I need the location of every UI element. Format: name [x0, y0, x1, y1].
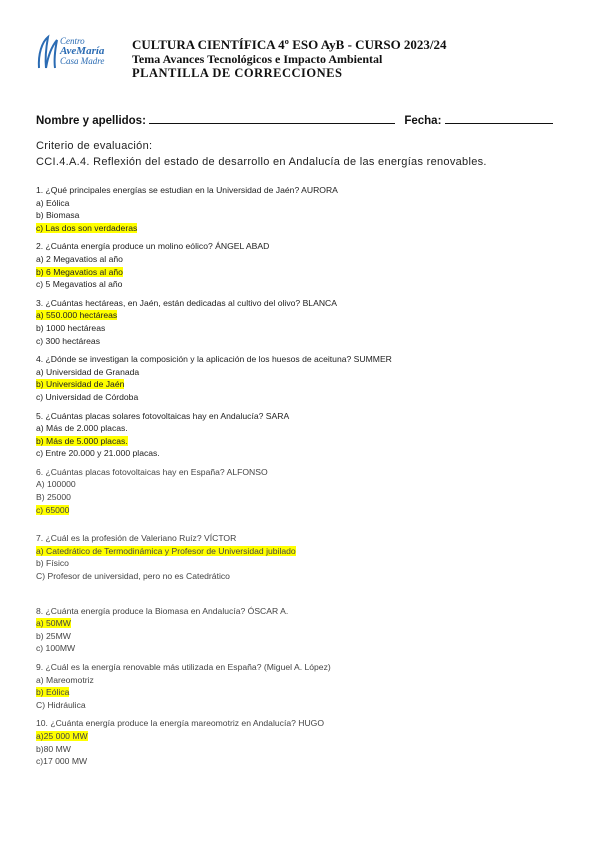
- question-3: [36, 297, 566, 347]
- question-list: [36, 184, 566, 768]
- answer-option: a) Más de 2.000 placas.: [36, 423, 128, 434]
- correct-answer: a) Catedrático de Termodinámica y Profesor de Universidad jubilado: [36, 545, 296, 556]
- answer-option: B) 25000: [36, 492, 71, 503]
- answer-option: c) 5 Megavatios al año: [36, 279, 123, 290]
- answer-option: b) Físico: [36, 558, 69, 569]
- criteria-text: CCI.4.A.4. Reflexión del estado de desarrollo en Andalucía de las energías renovables.: [36, 156, 487, 168]
- question-text: 8. ¿Cuánta energía produce la Biomasa en Andalucía? ÓSCAR A.: [36, 605, 289, 616]
- question-text: 6. ¿Cuántas placas fotovoltaicas hay en España? ALFONSO: [36, 466, 268, 477]
- answer-option: a) Eólica: [36, 197, 70, 208]
- answer-option: c) 300 hectáreas: [36, 335, 101, 346]
- answer-option: a) Mareomotriz: [36, 674, 94, 685]
- answer-option: c) 100MW: [36, 643, 76, 654]
- question-text: 4. ¿Dónde se investigan la composición y la aplicación de los huesos de aceituna? SUMMER: [36, 354, 392, 365]
- logo-wordmark: [60, 36, 104, 66]
- answer-option: A) 100000: [36, 479, 76, 490]
- question-2: [36, 240, 566, 290]
- question-text: 9. ¿Cuál es la energía renovable más utilizada en España? (Miguel A. López): [36, 662, 331, 672]
- correct-answer: a)25 000 MW: [36, 730, 88, 741]
- answer-option: b) 25MW: [36, 630, 71, 641]
- correct-answer: b) Eólica: [36, 687, 70, 698]
- correct-answer: a) 50MW: [36, 618, 71, 629]
- question-7: [36, 532, 566, 582]
- question-6: [36, 466, 566, 516]
- school-logo: [36, 34, 122, 74]
- question-text: 7. ¿Cuál es la profesión de Valeriano Ruíz? VÍCTOR: [36, 533, 237, 544]
- logo-mark-icon: [36, 34, 60, 72]
- document-title: CULTURA CIENTÍFICA 4º ESO AyB - CURSO 2023/24: [132, 37, 447, 52]
- correct-answer: b) Universidad de Jaén: [36, 379, 125, 390]
- document-topic: Tema Avances Tecnológicos e Impacto Ambiental: [132, 52, 383, 66]
- question-8: [36, 605, 566, 655]
- logo-line-3: Casa Madre: [60, 56, 105, 66]
- date-field-line[interactable]: [445, 112, 553, 124]
- question-4: [36, 353, 566, 403]
- answer-option: c) Entre 20.000 y 21.000 placas.: [36, 448, 160, 459]
- correct-answer: b) 6 Megavatios al año: [36, 266, 123, 277]
- answer-option: b) 1000 hectáreas: [36, 322, 106, 333]
- question-text: 10. ¿Cuánta energía produce la energía mareomotriz en Andalucía? HUGO: [36, 718, 325, 729]
- name-field-line[interactable]: [149, 112, 395, 124]
- name-label: Nombre y apellidos:: [36, 115, 146, 127]
- question-text: 3. ¿Cuántas hectáreas, en Jaén, están dedicadas al cultivo del olivo? BLANCA: [36, 297, 337, 308]
- answer-option: C) Hidráulica: [36, 699, 86, 710]
- question-9: [36, 661, 566, 711]
- answer-option: a) Universidad de Granada: [36, 366, 140, 377]
- correct-answer: c) Las dos son verdaderas: [36, 222, 138, 233]
- answer-option: b)80 MW: [36, 743, 71, 754]
- question-10: [36, 717, 566, 767]
- correct-answer: a) 550.000 hectáreas: [36, 310, 118, 321]
- question-text: 2. ¿Cuánta energía produce un molino eólico? ÁNGEL ABAD: [36, 241, 270, 252]
- evaluation-criteria: [36, 138, 487, 170]
- answer-option: c)17 000 MW: [36, 756, 88, 767]
- question-5: [36, 410, 566, 460]
- answer-option: C) Profesor de universidad, pero no es Catedrático: [36, 571, 230, 582]
- document-subtitle: PLANTILLA DE CORRECCIONES: [132, 66, 343, 80]
- date-label: Fecha:: [404, 115, 442, 127]
- correct-answer: c) 65000: [36, 504, 70, 515]
- answer-option: a) 2 Megavatios al año: [36, 253, 123, 264]
- document-header: [132, 37, 447, 81]
- correct-answer: b) Más de 5.000 placas.: [36, 435, 128, 446]
- logo-line-2: AveMaría: [60, 45, 105, 57]
- answer-option: c) Universidad de Córdoba: [36, 391, 139, 402]
- question-text: 1. ¿Qué principales energías se estudian en la Universidad de Jaén? AURORA: [36, 185, 338, 195]
- answer-option: b) Biomasa: [36, 210, 80, 221]
- question-1: [36, 184, 566, 234]
- question-text: 5. ¿Cuántas placas solares fotovoltaicas hay en Andalucía? SARA: [36, 410, 290, 421]
- criteria-label: Criterio de evaluación:: [36, 140, 153, 152]
- student-info-row: [36, 112, 556, 127]
- logo-line-1: Centro: [60, 36, 85, 46]
